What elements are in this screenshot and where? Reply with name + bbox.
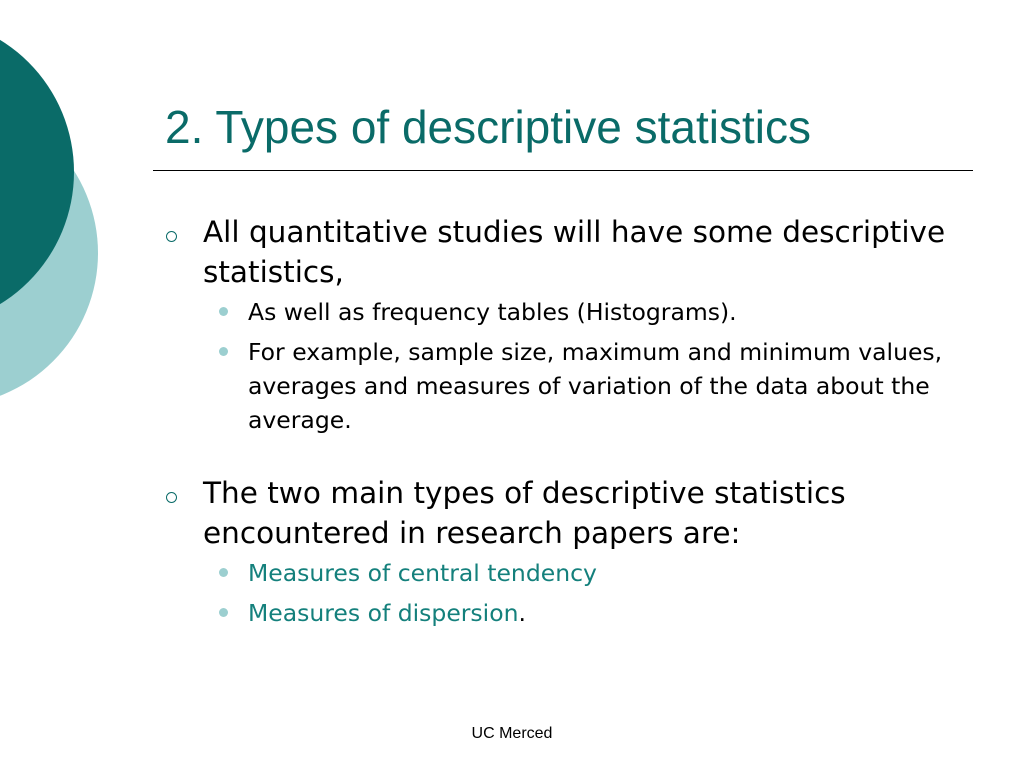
bullet-text: All quantitative studies will have some descriptive statistics, — [203, 215, 946, 289]
sub-bullet-text: Measures of central tendency — [248, 559, 597, 587]
hollow-circle-icon — [166, 231, 177, 242]
slide-footer: UC Merced — [471, 725, 553, 742]
sub-bullet-dispersion — [203, 596, 970, 630]
decorative-circles — [0, 0, 110, 420]
slide-title: 2. Types of descriptive statistics — [165, 101, 811, 153]
sub-bullet-frequency-tables — [203, 295, 970, 329]
title-divider — [153, 170, 973, 171]
bullet-quantitative-studies — [160, 212, 970, 437]
filled-dot-icon — [219, 608, 228, 617]
sub-bullet-list — [203, 295, 970, 437]
slide-content — [160, 212, 970, 630]
bullet-main-types — [160, 473, 970, 630]
hollow-circle-icon — [166, 492, 177, 503]
sub-bullet-example-statistics — [203, 335, 970, 437]
filled-dot-icon — [219, 568, 228, 577]
filled-dot-icon — [219, 347, 228, 356]
sub-bullet-text: Measures of dispersion — [248, 599, 519, 627]
sub-bullet-list — [203, 556, 970, 630]
sub-bullet-period: . — [518, 599, 526, 627]
sub-bullet-text: For example, sample size, maximum and minimum values, averages and measures of variation of the data about the average. — [248, 338, 943, 434]
filled-dot-icon — [219, 307, 228, 316]
bullet-text: The two main types of descriptive statistics encountered in research papers are: — [203, 476, 846, 550]
sub-bullet-central-tendency — [203, 556, 970, 590]
sub-bullet-text: As well as frequency tables (Histograms). — [248, 298, 737, 326]
